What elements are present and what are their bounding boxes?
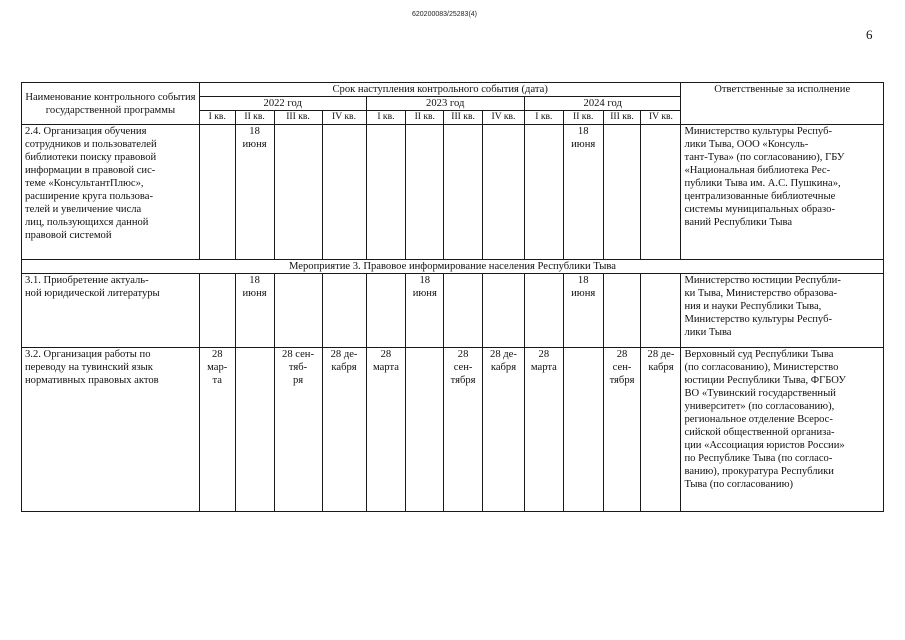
date-cell [406,125,444,260]
header-quarter-cell: III кв. [274,111,322,125]
date-cell [366,274,406,348]
responsible-cell: Министерство юстиции Республи- ки Тыва, Министерство образова- ния и науки Республики Тыва, Министерство культуры Респуб- лики Тыва [681,274,884,348]
date-cell: 28 сен- тября [444,348,483,512]
header-quarter-cell: IV кв. [641,111,681,125]
control-events-table [21,82,884,512]
date-cell [444,125,483,260]
header-name-cell: Наименование контрольного события государственной программы [22,83,200,125]
section-row [22,260,884,274]
header-year-2023: 2023 год [366,97,524,111]
header-row-1 [22,83,884,97]
date-cell [524,274,563,348]
responsible-cell: Верховный суд Республики Тыва (по согласованию), Министерство юстиции Республики Тыва, ФГБОУ ВО «Тувинский государственный университет» (по согласованию), региональное отделение Всерос- сийской общественной организа- ции «Ассоциация юристов России» по Республике Тыва (по согласо- ванию), прокуратура Республики Тыва (по согласованию) [681,348,884,512]
date-cell [199,274,235,348]
header-quarter-cell: III кв. [603,111,641,125]
date-cell [366,125,406,260]
event-name-cell: 3.1. Приобретение актуаль- ной юридической литературы [22,274,200,348]
date-cell: 18 июня [235,274,274,348]
date-cell [641,125,681,260]
date-cell [563,348,603,512]
header-quarter-cell: IV кв. [483,111,525,125]
date-cell: 28 де- кабря [641,348,681,512]
date-cell [274,125,322,260]
date-cell [235,348,274,512]
date-cell [274,274,322,348]
header-quarter-cell: II кв. [563,111,603,125]
header-quarter-cell: I кв. [366,111,406,125]
date-cell [406,348,444,512]
header-quarter-cell: I кв. [524,111,563,125]
header-date-cell: Срок наступления контрольного события (дата) [199,83,681,97]
date-cell [322,125,366,260]
header-responsible-cell: Ответственные за исполнение [681,83,884,125]
section-title: Мероприятие 3. Правовое информирование населения Республики Тыва [22,260,884,274]
date-cell [524,125,563,260]
table-row [22,125,884,260]
event-name-cell: 2.4. Организация обучения сотрудников и пользователей библиотеки поиску правовой информации в правовой сис- теме «КонсультантПлюс», расширение круга пользова- телей и увеличение числа лиц, пользующихся данной правовой системой [22,125,200,260]
header-quarter-cell: III кв. [444,111,483,125]
date-cell: 28 марта [366,348,406,512]
date-cell [603,125,641,260]
date-cell: 28 мар- та [199,348,235,512]
date-cell [641,274,681,348]
date-cell [483,125,525,260]
page-number: 6 [866,27,873,42]
responsible-cell: Министерство культуры Респуб- лики Тыва, ООО «Консуль- тант-Тува» (по согласованию), ГБУ «Национальная библиотека Рес- публики Тыва им. А.С. Пушкина», централизованные библиотечные системы муниципальных образо- ваний Республики Тыва [681,125,884,260]
date-cell: 28 марта [524,348,563,512]
date-cell [322,274,366,348]
header-year-2022: 2022 год [199,97,366,111]
date-cell [199,125,235,260]
date-cell: 18 июня [235,125,274,260]
date-cell: 28 сен- тяб- ря [274,348,322,512]
document-id: 620200083/25283(4) [412,11,478,18]
table-row [22,274,884,348]
date-cell: 28 де- кабря [322,348,366,512]
date-cell: 28 де- кабря [483,348,525,512]
header-year-2024: 2024 год [524,97,681,111]
date-cell: 18 июня [563,125,603,260]
date-cell [483,274,525,348]
header-quarter-cell: II кв. [406,111,444,125]
table-body [22,83,884,512]
date-cell: 28 сен- тября [603,348,641,512]
event-name-cell: 3.2. Организация работы по переводу на тувинский язык нормативных правовых актов [22,348,200,512]
header-quarter-cell: IV кв. [322,111,366,125]
date-cell: 18 июня [406,274,444,348]
header-quarter-cell: I кв. [199,111,235,125]
date-cell: 18 июня [563,274,603,348]
date-cell [603,274,641,348]
date-cell [444,274,483,348]
table-row [22,348,884,512]
header-quarter-cell: II кв. [235,111,274,125]
